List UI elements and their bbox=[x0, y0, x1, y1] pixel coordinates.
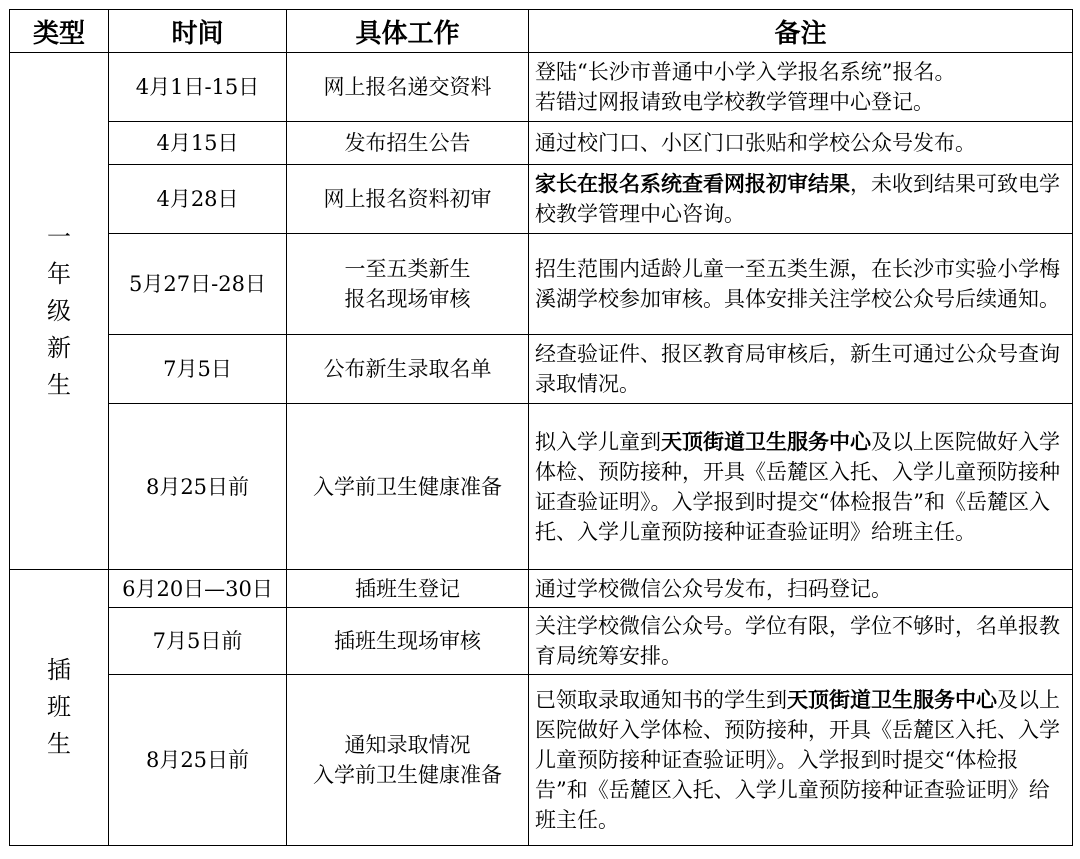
header-note: 备注 bbox=[529, 10, 1073, 53]
work-text: 入学前卫生健康准备 bbox=[313, 763, 502, 787]
time-cell: 6月20日—30日 bbox=[109, 570, 287, 608]
work-text: 入学前卫生健康准备 bbox=[313, 474, 502, 499]
type-cell-new-students bbox=[10, 53, 109, 570]
header-work: 具体工作 bbox=[287, 10, 529, 53]
work-cell bbox=[287, 122, 529, 165]
table-row bbox=[10, 608, 1073, 675]
table-row bbox=[10, 53, 1073, 122]
header-row bbox=[10, 10, 1073, 53]
note-text: 经查验证件、报区教育局审核后，新生可通过公众号查询录取情况。 bbox=[535, 342, 1060, 396]
type-char: 新 bbox=[47, 333, 71, 362]
work-text: 网上报名递交资料 bbox=[323, 75, 492, 99]
table-row bbox=[10, 165, 1073, 234]
work-cell bbox=[287, 675, 529, 846]
type-char: 插 bbox=[47, 656, 71, 684]
note-bold-text: 天顶街道卫生服务中心 bbox=[787, 687, 997, 712]
type-char: 级 bbox=[47, 296, 71, 325]
table-row bbox=[10, 570, 1073, 608]
note-cell bbox=[529, 570, 1073, 608]
time-cell: 4月1日-15日 bbox=[109, 53, 287, 122]
note-text: 招生范围内适龄儿童一至五类生源，在长沙市实验小学梅溪湖学校参加审核。具体安排关注学校公众号后续通知。 bbox=[535, 257, 1060, 311]
work-text: 网上报名资料初审 bbox=[323, 187, 492, 211]
work-text: 通知录取情况 bbox=[344, 733, 471, 757]
note-text: 已领取录取通知书的学生到 bbox=[535, 688, 787, 712]
time-cell: 4月28日 bbox=[109, 165, 287, 234]
note-text: 及以上医院做好入学体检、预防接种，开具《岳麓区入托、入学儿童预防接种证查验证明》。入学报到时提交“体检报告”和《岳麓区入托、入学儿童预防接种证查验证明》给班主任。 bbox=[535, 688, 1060, 832]
header-time: 时间 bbox=[109, 10, 287, 53]
note-text: 通过学校微信公众号发布，扫码登记。 bbox=[535, 576, 892, 601]
work-text: 插班生登记 bbox=[355, 576, 460, 601]
note-text: 若错过网报请致电学校教学管理中心登记。 bbox=[535, 90, 934, 114]
work-text: 插班生现场审核 bbox=[334, 629, 481, 653]
note-cell bbox=[529, 404, 1073, 570]
time-cell: 8月25日前 bbox=[109, 675, 287, 846]
type-char: 班 bbox=[47, 693, 71, 721]
note-text: 登陆“长沙市普通中小学入学报名系统”报名。 bbox=[535, 60, 956, 84]
note-cell bbox=[529, 165, 1073, 234]
work-cell bbox=[287, 53, 529, 122]
table-row bbox=[10, 335, 1073, 404]
note-bold-text: 家长在报名系统查看网报初审结果 bbox=[535, 171, 850, 196]
table-row bbox=[10, 234, 1073, 335]
work-cell bbox=[287, 570, 529, 608]
work-cell bbox=[287, 404, 529, 570]
work-text: 发布招生公告 bbox=[344, 131, 471, 155]
work-text: 报名现场审核 bbox=[344, 287, 471, 311]
type-char: 一 bbox=[47, 222, 71, 251]
note-text: 拟入学儿童到 bbox=[535, 429, 661, 454]
type-char: 生 bbox=[47, 730, 71, 758]
work-cell bbox=[287, 335, 529, 404]
work-cell bbox=[287, 608, 529, 675]
work-cell bbox=[287, 165, 529, 234]
table-row bbox=[10, 404, 1073, 570]
type-char: 生 bbox=[47, 370, 71, 399]
note-text: 通过校门口、小区门口张贴和学校公众号发布。 bbox=[535, 131, 976, 155]
note-text: 及以上医院做好入学体检、预防接种，开具《岳麓区入托、入学儿童预防接种证查验证明》。入学报到时提交“体检报告”和《岳麓区入托、入学儿童预防接种证查验证明》给班主任。 bbox=[535, 429, 1060, 544]
note-cell bbox=[529, 234, 1073, 335]
type-char: 年 bbox=[47, 259, 71, 288]
time-cell: 7月5日 bbox=[109, 335, 287, 404]
note-cell bbox=[529, 608, 1073, 675]
time-cell: 4月15日 bbox=[109, 122, 287, 165]
table-row bbox=[10, 122, 1073, 165]
type-cell-transfer-students bbox=[10, 570, 109, 846]
note-text: 关注学校微信公众号。学位有限，学位不够时，名单报教育局统筹安排。 bbox=[535, 614, 1060, 668]
work-cell bbox=[287, 234, 529, 335]
work-text: 一至五类新生 bbox=[344, 257, 471, 281]
work-text: 公布新生录取名单 bbox=[323, 357, 492, 381]
note-bold-text: 天顶街道卫生服务中心 bbox=[661, 428, 871, 454]
note-text: ，未收到结果可致电学校教学管理中心咨询。 bbox=[535, 172, 1060, 226]
note-cell bbox=[529, 335, 1073, 404]
time-cell: 8月25日前 bbox=[109, 404, 287, 570]
note-cell bbox=[529, 122, 1073, 165]
note-cell bbox=[529, 53, 1073, 122]
time-cell: 7月5日前 bbox=[109, 608, 287, 675]
time-cell: 5月27日-28日 bbox=[109, 234, 287, 335]
enrollment-schedule-table bbox=[9, 9, 1073, 846]
header-type: 类型 bbox=[10, 10, 109, 53]
table-row bbox=[10, 675, 1073, 846]
note-cell bbox=[529, 675, 1073, 846]
